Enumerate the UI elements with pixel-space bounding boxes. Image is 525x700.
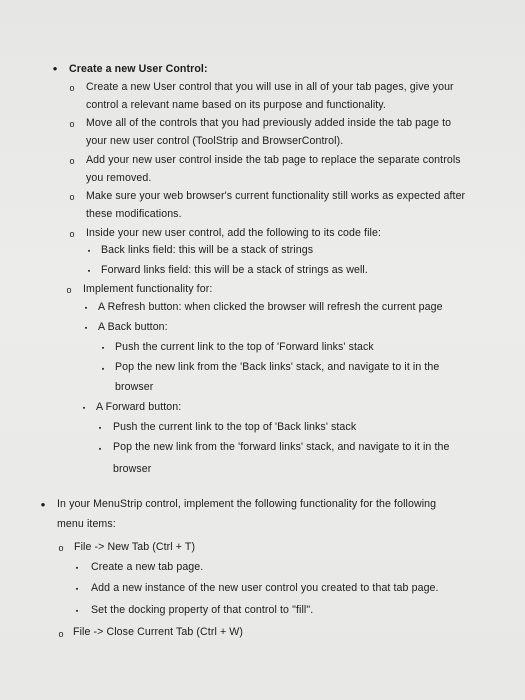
bullet-level4: ▪: [101, 366, 105, 373]
bullet-level2: o: [69, 119, 75, 129]
sub-item-line: Push the current link to the top of 'Forward links' stack: [115, 341, 374, 353]
bullet-level2: o: [58, 543, 64, 553]
sub-item-line: Pop the new link from the 'forward links' stack, and navigate to it in the: [113, 441, 450, 453]
bullet-level3: ▪: [84, 305, 88, 312]
sub-item-line: Create a new tab page.: [91, 561, 204, 573]
list-item-line: Create a new User control that you will use in all of your tab pages, give your: [86, 81, 454, 93]
bullet-level2: o: [69, 83, 75, 93]
bullet-level3: ▪: [75, 608, 79, 615]
bullet-level3: ▪: [87, 248, 91, 255]
bullet-level2: o: [69, 192, 75, 202]
bullet-level3: ▪: [82, 405, 86, 412]
list-item-line: these modifications.: [86, 208, 182, 220]
sub-item-line: Forward links field: this will be a stack of strings as well.: [101, 264, 368, 276]
list-item-line: Make sure your web browser's current functionality still works as expected after: [86, 190, 466, 202]
bullet-level2: o: [69, 156, 75, 166]
sub-item-line: Add a new instance of the new user control you created to that tab page.: [91, 582, 439, 594]
list-item-line: you removed.: [86, 172, 152, 184]
list-item-line: control a relevant name based on its purpose and functionality.: [86, 99, 386, 111]
bullet-level2: o: [58, 629, 64, 639]
list-item-line: your new user control (ToolStrip and BrowserControl).: [86, 135, 344, 147]
section-heading-continued: menu items:: [57, 518, 116, 530]
bullet-level2: o: [69, 229, 75, 239]
sub-item-line: A Back button:: [98, 321, 168, 333]
list-item-line: File -> New Tab (Ctrl + T): [74, 541, 196, 553]
sub-item-line: browser: [113, 463, 152, 475]
sub-item-line: Pop the new link from the 'Back links' stack, and navigate to it in the: [115, 361, 440, 373]
list-item-line: Move all of the controls that you had previously added inside the tab page to: [86, 117, 452, 129]
sub-item-line: Set the docking property of that control to "fill".: [91, 604, 314, 616]
section-heading: In your MenuStrip control, implement the following functionality for the following: [57, 498, 437, 510]
sub-item-line: Push the current link to the top of 'Back links' stack: [113, 421, 357, 433]
sub-item-line: browser: [115, 381, 154, 393]
bullet-level4: ▪: [98, 425, 102, 432]
bullet-level4: ▪: [101, 345, 105, 352]
bullet-level3: ▪: [75, 565, 79, 572]
bullet-level1: •: [40, 497, 46, 512]
bullet-level3: ▪: [84, 325, 88, 332]
list-item-line: Implement functionality for:: [83, 283, 213, 295]
list-item-line: Add your new user control inside the tab page to replace the separate controls: [86, 154, 461, 166]
sub-item-line: A Forward button:: [96, 401, 182, 413]
list-item-line: Inside your new user control, add the following to its code file:: [86, 227, 382, 239]
section-heading: Create a new User Control:: [69, 63, 208, 75]
bullet-level3: ▪: [75, 586, 79, 593]
sub-item-line: Back links field: this will be a stack of strings: [101, 244, 314, 256]
bullet-level1: •: [52, 61, 58, 76]
bullet-level4: ▪: [98, 446, 102, 453]
bullet-level3: ▪: [87, 268, 91, 275]
list-item-line: File -> Close Current Tab (Ctrl + W): [73, 626, 244, 638]
bullet-level2: o: [66, 285, 72, 295]
sub-item-line: A Refresh button: when clicked the browser will refresh the current page: [98, 301, 443, 313]
